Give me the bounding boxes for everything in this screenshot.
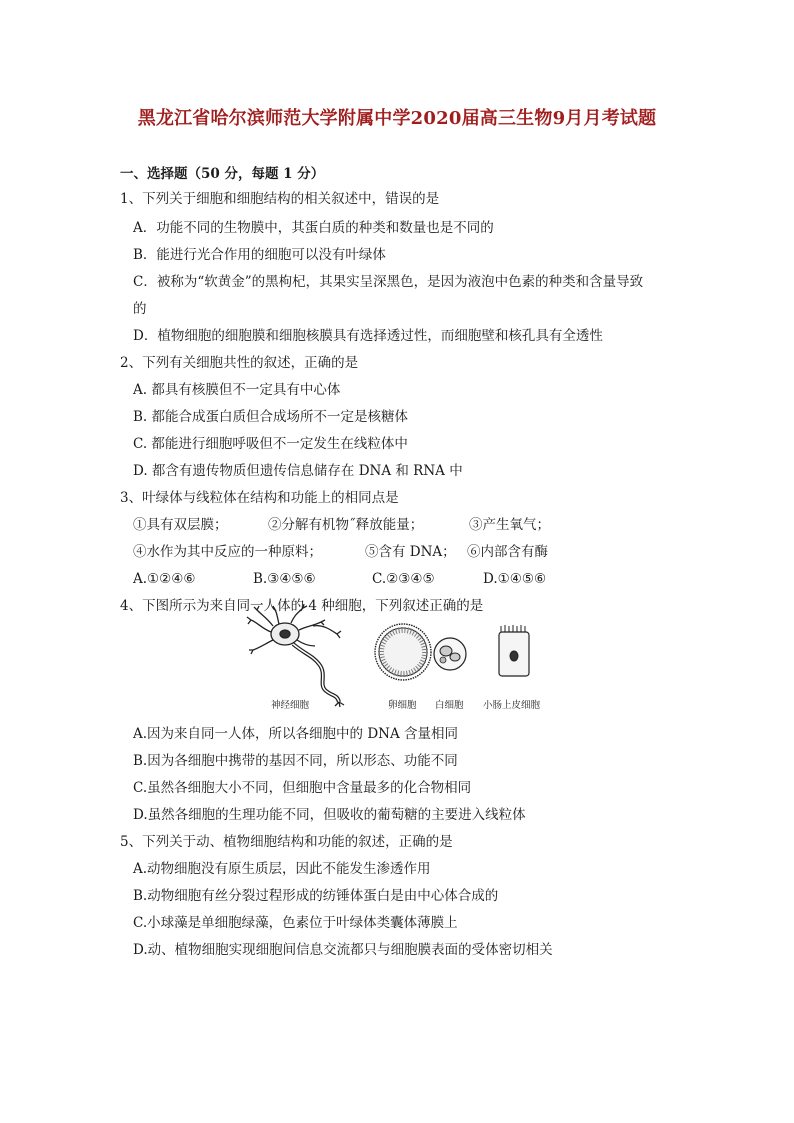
question-3-item-2: ②分解有机物˝释放能量； xyxy=(268,517,424,533)
question-3-option-b: B.③④⑤⑥ xyxy=(253,571,316,587)
question-4-option-b: B.因为各细胞中携带的基因不同，所以形态、功能不同 xyxy=(133,753,458,769)
question-3-stem: 3、叶绿体与线粒体在结构和功能上的相同点是 xyxy=(120,490,399,506)
question-1-option-d: D．植物细胞的细胞膜和细胞核膜具有选择透过性，而细胞壁和核孔具有全透性 xyxy=(133,328,603,344)
question-5-option-d: D.动、植物细胞实现细胞间信息交流都只与细胞膜表面的受体密切相关 xyxy=(133,942,553,958)
intestinal-epithelial-cell-drawing xyxy=(499,625,529,676)
question-1-stem: 1、下列关于细胞和细胞结构的相关叙述中，错误的是 xyxy=(120,191,440,207)
question-3-item-4: ④水作为其中反应的一种原料； xyxy=(133,544,322,560)
page-title: 黑龙江省哈尔滨师范大学附属中学2020届高三生物9月月考试题 xyxy=(137,108,657,129)
question-3-option-c: C.②③④⑤ xyxy=(372,571,435,587)
question-2-option-b: B. 都能合成蛋白质但合成场所不一定是核糖体 xyxy=(133,409,409,425)
question-1-option-a: A．功能不同的生物膜中，其蛋白质的种类和数量也是不同的 xyxy=(133,220,494,236)
question-3-item-6: ⑥内部含有酶 xyxy=(467,544,548,560)
cells-figure xyxy=(243,604,553,714)
figure-label-neuron: 神经细胞 xyxy=(271,700,310,711)
white-blood-cell-drawing xyxy=(434,638,466,670)
question-3-option-d: D.①④⑤⑥ xyxy=(483,571,547,587)
question-5-stem: 5、下列关于动、植物细胞结构和功能的叙述，正确的是 xyxy=(120,834,453,850)
question-4-option-d: D.虽然各细胞的生理功能不同，但吸收的葡萄糖的主要进入线粒体 xyxy=(133,807,526,823)
figure-label-intestinal-cell: 小肠上皮细胞 xyxy=(483,700,541,711)
neuron-cell-drawing xyxy=(247,604,344,707)
question-5-option-c: C.小球藻是单细胞绿藻，色素位于叶绿体类囊体薄膜上 xyxy=(133,915,458,931)
question-2-stem: 2、下列有关细胞共性的叙述，正确的是 xyxy=(120,355,359,371)
question-4-stem: 4、下图所示为来自同一人体的 4 种细胞，下列叙述正确的是 xyxy=(120,598,484,614)
question-2-option-d: D. 都含有遗传物质但遗传信息储存在 DNA 和 RNA 中 xyxy=(133,463,463,479)
question-1-option-c-cont: 的 xyxy=(133,301,147,317)
figure-label-egg-cell: 卵细胞 xyxy=(388,700,417,711)
cells-figure-svg xyxy=(243,604,553,714)
question-3-item-1: ①具有双层膜； xyxy=(133,517,228,533)
question-5-option-b: B.动物细胞有丝分裂过程形成的纺锤体蛋白是由中心体合成的 xyxy=(133,888,499,904)
egg-cell-drawing xyxy=(375,624,431,680)
question-2-option-c: C. 都能进行细胞呼吸但不一定发生在线粒体中 xyxy=(133,436,408,452)
question-4-option-a: A.因为来自同一人体，所以各细胞中的 DNA 含量相同 xyxy=(133,726,459,742)
question-2-option-a: A. 都具有核膜但不一定具有中心体 xyxy=(133,382,341,398)
figure-label-white-blood-cell: 白细胞 xyxy=(435,700,464,711)
question-3-item-3: ③产生氧气； xyxy=(469,517,550,533)
question-1-option-c: C．被称为“软黄金”的黑枸杞，其果实呈深黑色，是因为液泡中色素的种类和含量导致 xyxy=(133,274,644,290)
section-heading: 一、选择题（50 分，每题 1 分） xyxy=(120,166,325,182)
question-4-option-c: C.虽然各细胞大小不同，但细胞中含量最多的化合物相同 xyxy=(133,780,472,796)
question-5-option-a: A.动物细胞没有原生质层，因此不能发生渗透作用 xyxy=(133,861,431,877)
question-3-option-a: A.①②④⑥ xyxy=(133,571,196,587)
question-1-option-b: B．能进行光合作用的细胞可以没有叶绿体 xyxy=(133,247,386,263)
question-3-item-5: ⑤含有 DNA； xyxy=(365,544,456,560)
